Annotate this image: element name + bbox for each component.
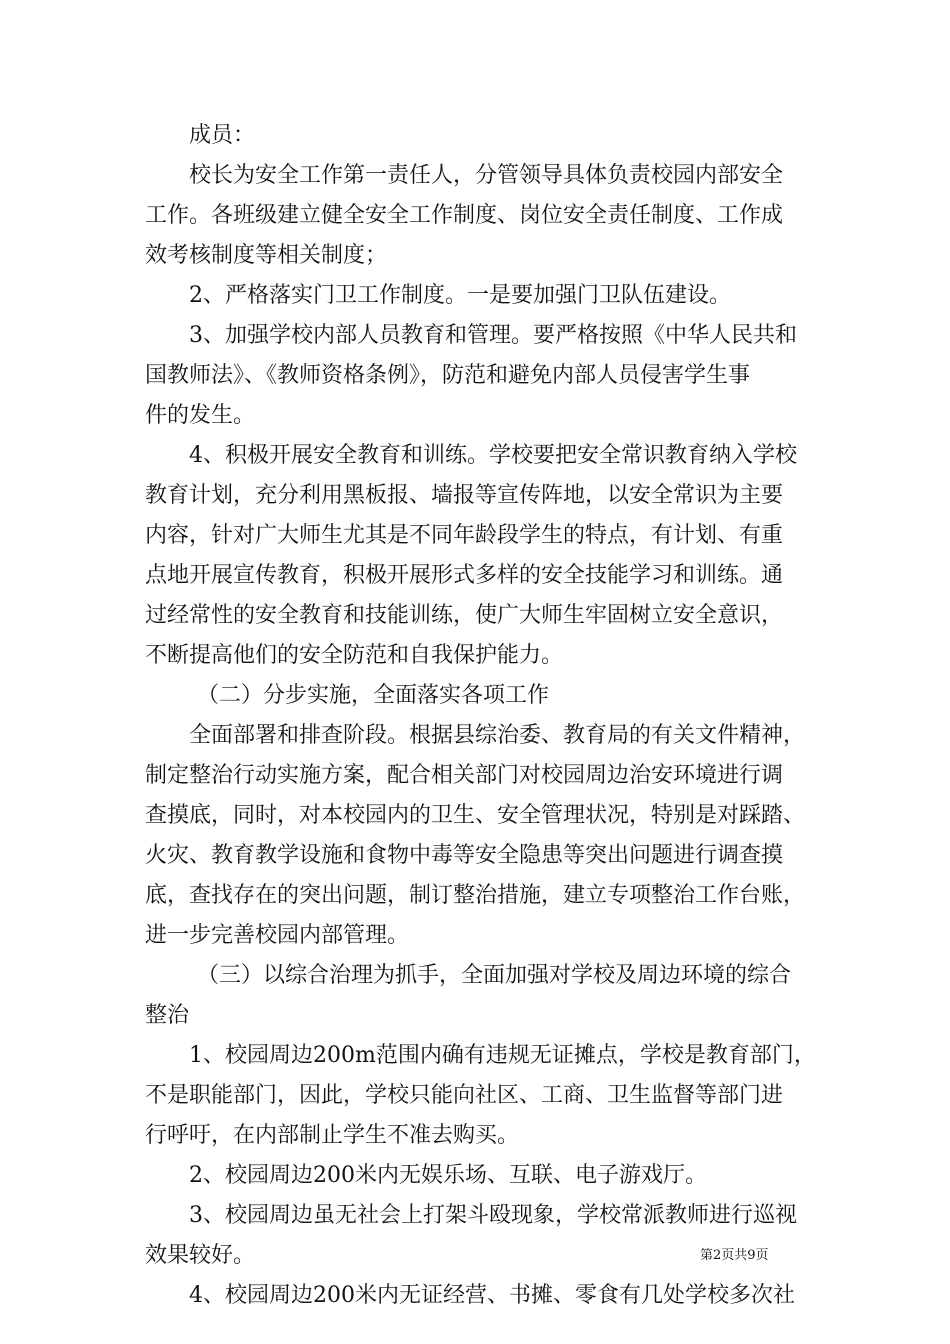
document-body (145, 116, 816, 1316)
text-line: 查摸底，同时，对本校园内的卫生、安全管理状况，特别是对踩踏、 (145, 803, 806, 828)
text-line: 全面部署和排查阶段。根据县综治委、教育局的有关文件精神， (189, 723, 806, 748)
section-heading: （三）以综合治理为抓手，全面加强对学校及周边环境的综合 (197, 963, 792, 988)
text-line: 件的发生。 (145, 403, 256, 428)
page-number-footer: 第2页共9页 (700, 1248, 769, 1263)
text-line: 2、校园周边200米内无娱乐场、互联、电子游戏厅。 (189, 1163, 707, 1188)
text-line: 4、校园周边200米内无证经营、书摊、零食有几处学校多次社 (189, 1283, 795, 1308)
text-line: 点地开展宣传教育，积极开展形式多样的安全技能学习和训练。通 (145, 563, 784, 588)
text-line: 3、校园周边虽无社会上打架斗殴现象，学校常派教师进行巡视 (189, 1203, 797, 1228)
section-heading: （二）分步实施，全面落实各项工作 (197, 683, 550, 708)
text-line: 不断提高他们的安全防范和自我保护能力。 (145, 643, 564, 668)
text-line: 行呼吁，在内部制止学生不准去购买。 (145, 1123, 520, 1148)
text-line: 成员： (189, 123, 256, 148)
text-line: 火灾、教育教学设施和食物中毒等安全隐患等突出问题进行调查摸 (145, 843, 784, 868)
text-line: 效考核制度等相关制度； (145, 243, 388, 268)
text-line: 进一步完善校园内部管理。 (145, 923, 410, 948)
text-line: 过经常性的安全教育和技能训练，使广大师生牢固树立安全意识， (145, 603, 784, 628)
text-line: 国教师法》、《教师资格条例》，防范和避免内部人员侵害学生事 (145, 363, 751, 388)
text-line: 底，查找存在的突出问题，制订整治措施，建立专项整治工作台账， (145, 883, 806, 908)
text-line: 3、加强学校内部人员教育和管理。要严格按照《中华人民共和 (189, 323, 797, 348)
text-line: 4、积极开展安全教育和训练。学校要把安全常识教育纳入学校 (189, 443, 797, 468)
text-line: 内容，针对广大师生尤其是不同年龄段学生的特点，有计划、有重 (145, 523, 784, 548)
text-line: 效果较好。 (145, 1243, 256, 1268)
section-heading-continued: 整治 (145, 1003, 190, 1028)
text-line: 2、严格落实门卫工作制度。一是要加强门卫队伍建设。 (189, 283, 731, 308)
text-line: 1、校园周边200m范围内确有违规无证摊点，学校是教育部门， (189, 1043, 816, 1068)
text-line: 工作。各班级建立健全安全工作制度、岗位安全责任制度、工作成 (145, 203, 784, 228)
text-line: 制定整治行动实施方案，配合相关部门对校园周边治安环境进行调 (145, 763, 784, 788)
text-line: 校长为安全工作第一责任人，分管领导具体负责校园内部安全 (189, 163, 784, 188)
text-line: 不是职能部门，因此，学校只能向社区、工商、卫生监督等部门进 (145, 1083, 784, 1108)
text-line: 教育计划，充分利用黑板报、墙报等宣传阵地，以安全常识为主要 (145, 483, 784, 508)
